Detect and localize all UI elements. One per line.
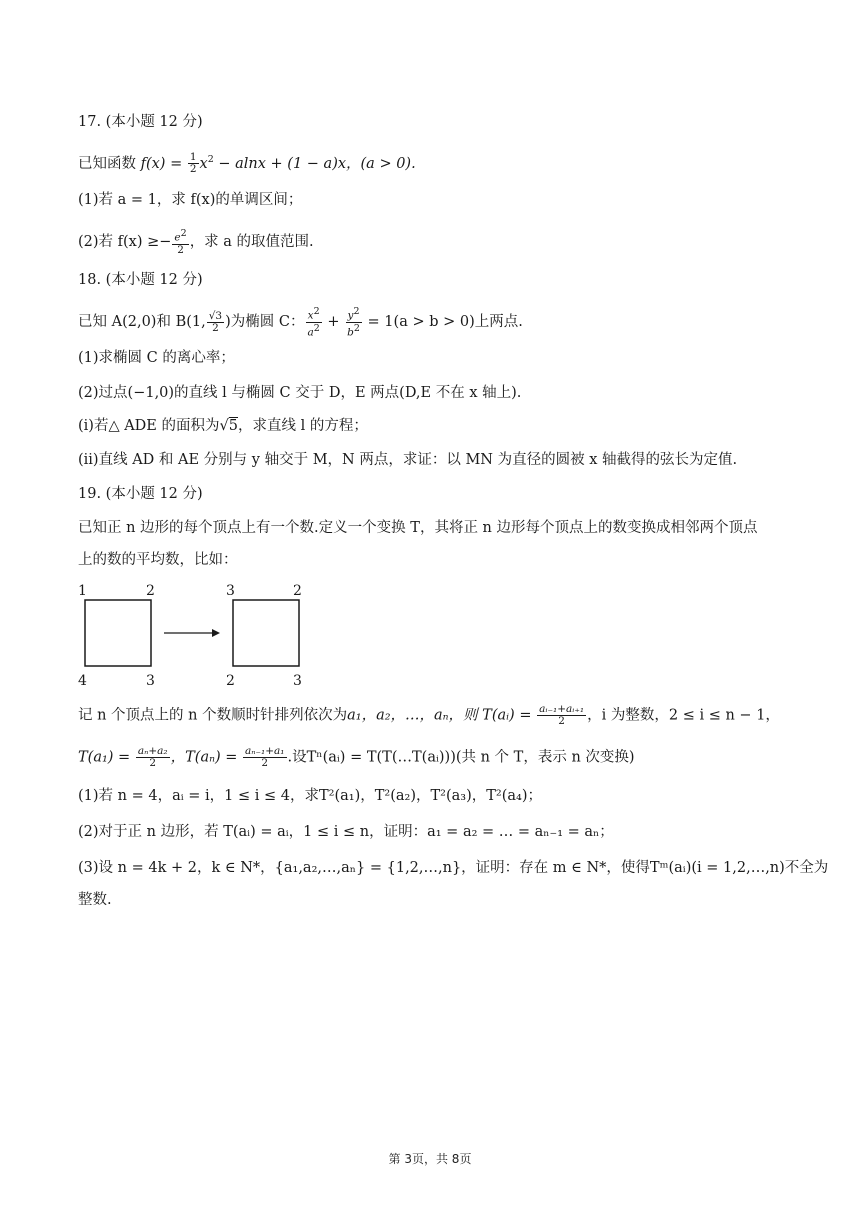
q19-def-prefix: 记 n 个顶点上的 n 个数顺时针排列依次为 bbox=[78, 707, 348, 724]
q17-stem-prefix: 已知函数 bbox=[78, 155, 141, 172]
q19-def2-b: ，T(aₙ) = bbox=[170, 749, 242, 766]
arrow-head-icon bbox=[212, 629, 220, 637]
right-square bbox=[233, 600, 299, 666]
q19-stem-line1: 已知正 n 边形的每个顶点上有一个数.定义一个变换 T，其将正 n 边形每个顶点上的数变换成相邻两个顶点 bbox=[78, 520, 758, 536]
q17-part1: (1)若 a = 1，求 f(x)的单调区间； bbox=[78, 192, 303, 208]
q18-y2-fraction: $\frac{y^2}{b^2}$ bbox=[347, 306, 360, 338]
q17-func-name: f(x) = bbox=[140, 155, 187, 172]
q18-stem-a: 已知 A(2,0)和 B(1, bbox=[78, 314, 206, 330]
q19-part3: (3)设 n = 4k + 2，k ∈ N*，{a₁,a₂,…,aₙ} = {1,2,…,n}，证明：存在 m ∈ N*，使得Tᵐ(aᵢ)(i = 1,2,…,n)不全为 bbox=[78, 860, 829, 876]
q17-e2-fraction: $\frac{e^2}{2}$ bbox=[174, 228, 187, 256]
q17-stem: 已知函数 f(x) = $\frac{1}{2}$ $x^2 - alnx + (1 - a)x$，(a > 0). bbox=[78, 151, 416, 176]
q18-part2: (2)过点(−1,0)的直线 l 与椭圆 C 交于 D，E 两点(D,E 不在 x 轴上). bbox=[78, 385, 522, 401]
q19-part3-cont: 整数. bbox=[78, 892, 112, 908]
q18-part2i bbox=[78, 416, 368, 436]
q19-def-fraction: $\frac{\text{aᵢ₋₁+aᵢ₊₁}}{2}$ bbox=[539, 703, 585, 727]
q17-half-fraction: $\frac{1}{2}$ bbox=[189, 151, 197, 176]
q18-x2-fraction: $\frac{x^2}{a^2}$ bbox=[307, 306, 320, 338]
q19-def2-c: .设Tⁿ(aᵢ) = T(T(…T(aᵢ)))(共 n 个 T，表示 n 次变换) bbox=[287, 749, 635, 766]
q17-part2-suffix: ，求 a 的取值范围. bbox=[189, 233, 314, 250]
q19-stem-line2: 上的数的平均数，比如： bbox=[78, 552, 238, 568]
q19-definition bbox=[78, 704, 780, 727]
q17-part2 bbox=[78, 228, 314, 256]
q18-stem: 已知 A(2,0)和 B(1, $\frac{√3}{2}$ )为椭圆 C： $\frac{x^2}{a^2}$ + $\frac{y^2}{b^2}$ = 1(a > b > 0)上两点. bbox=[78, 306, 523, 338]
left-label-tr: 2 bbox=[146, 583, 155, 599]
q17-header: 17. (本小题 12 分) bbox=[78, 114, 203, 130]
right-label-bl: 2 bbox=[226, 673, 235, 689]
left-label-tl: 1 bbox=[78, 583, 87, 599]
left-label-bl: 4 bbox=[78, 673, 87, 689]
q19-part1: (1)若 n = 4，aᵢ = i，1 ≤ i ≤ 4，求T²(a₁)，T²(a₂)，T²(a₃)，T²(a₄)； bbox=[78, 788, 542, 804]
right-label-br: 3 bbox=[293, 673, 302, 689]
q19-header: 19. (本小题 12 分) bbox=[78, 486, 203, 502]
q19-def-seq: a₁，a₂，…，aₙ，则 T(aᵢ) = bbox=[347, 707, 537, 724]
q19-def-suffix: ，i 为整数，2 ≤ i ≤ n − 1， bbox=[587, 707, 780, 724]
q18-header: 18. (本小题 12 分) bbox=[78, 272, 203, 288]
page-footer: 第 3页，共 8页 bbox=[388, 1152, 472, 1166]
q17-func-tail: − alnx + (1 − a)x，(a > 0). bbox=[213, 155, 416, 172]
left-square bbox=[85, 600, 151, 666]
right-label-tl: 3 bbox=[226, 583, 235, 599]
q19-definition2 bbox=[78, 746, 635, 769]
q18-part2i-prefix: (i)若△ ADE 的面积为 bbox=[78, 418, 220, 434]
q18-stem-c: = 1(a > b > 0)上两点. bbox=[362, 314, 523, 330]
q18-stem-b: )为椭圆 C： bbox=[225, 314, 305, 330]
q18-sqrt3-fraction: $\frac{√3}{2}$ bbox=[208, 309, 223, 334]
q19-def2-frac2: $\frac{\text{aₙ₋₁+a₁}}{2}$ bbox=[244, 745, 285, 769]
q19-transform-diagram bbox=[76, 580, 316, 690]
q18-part2ii: (ii)直线 AD 和 AE 分别与 y 轴交于 M，N 两点，求证：以 MN 为直径的圆被 x 轴截得的弦长为定值. bbox=[78, 452, 738, 468]
q18-part1: (1)求椭圆 C 的离心率； bbox=[78, 350, 235, 366]
q19-def2-frac1: $\frac{\text{aₙ+a₂}}{2}$ bbox=[137, 745, 168, 769]
q18-part2i-suffix: ，求直线 l 的方程； bbox=[238, 418, 368, 434]
q17-part2-prefix: (2)若 f(x) ≥− bbox=[78, 233, 172, 250]
right-label-tr: 2 bbox=[293, 583, 302, 599]
q18-sqrt5: √5 bbox=[219, 418, 238, 434]
left-label-br: 3 bbox=[146, 673, 155, 689]
q19-def2-a: T(a₁) = bbox=[78, 749, 135, 766]
q17-func-x: x bbox=[199, 155, 208, 172]
q19-part2: (2)对于正 n 边形，若 T(aᵢ) = aᵢ，1 ≤ i ≤ n，证明：a₁ = a₂ = … = aₙ₋₁ = aₙ； bbox=[78, 824, 614, 840]
